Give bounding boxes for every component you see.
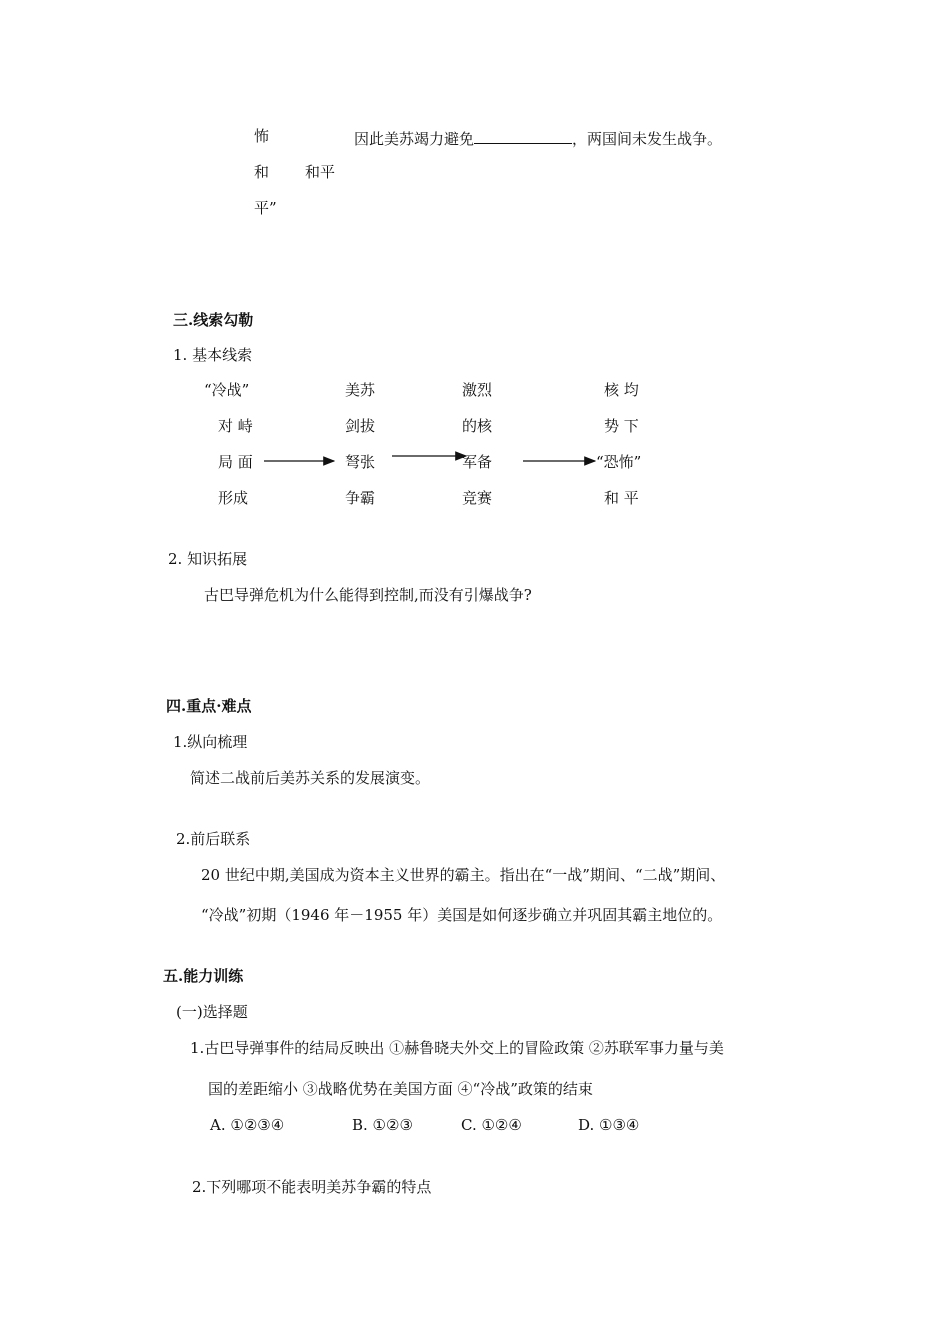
clue-d-1: 核 均	[604, 381, 639, 399]
top-sentence-before: 因此美苏竭力避免	[354, 130, 475, 148]
top-col2: 和平	[305, 163, 336, 181]
clue-b-4: 争霸	[345, 489, 376, 507]
section4-item2-line1: 20 世纪中期,美国成为资本主义世界的霸主。指出在“一战”期间、“二战”期间、	[201, 866, 726, 884]
section3-question: 古巴导弹危机为什么能得到控制,而没有引爆战争?	[204, 586, 532, 604]
clue-a-1: “冷战”	[204, 381, 250, 399]
clue-d-2: 势 下	[604, 417, 639, 435]
clue-a-2: 对 峙	[218, 417, 253, 435]
q1-option-b[interactable]: B. ①②③	[352, 1116, 413, 1134]
section3-item2: 2. 知识拓展	[168, 550, 248, 568]
clue-c-3: 军备	[462, 453, 493, 471]
clue-d-4: 和 平	[604, 489, 639, 507]
section3-item1: 1. 基本线索	[173, 346, 253, 364]
clue-b-2: 剑拔	[345, 417, 376, 435]
section4-heading: 四.重点·难点	[166, 697, 252, 715]
section4-item1: 1.纵向梳理	[173, 733, 248, 751]
q2: 2.下列哪项不能表明美苏争霸的特点	[192, 1178, 432, 1196]
top-sentence-after: ，两国间未发生战争。	[572, 130, 723, 148]
clue-a-3: 局 面	[218, 453, 253, 471]
clue-c-2: 的核	[462, 417, 493, 435]
q1-line1: 1.古巴导弹事件的结局反映出 ①赫鲁晓夫外交上的冒险政策 ②苏联军事力量与美	[190, 1039, 724, 1057]
section4-item2-line2: “冷战”初期（1946 年－1955 年）美国是如何逐步确立并巩固其霸主地位的。	[201, 906, 723, 924]
q1-option-d[interactable]: D. ①③④	[578, 1116, 640, 1134]
clue-c-4: 竞赛	[462, 489, 493, 507]
section5-sub: (一)选择题	[176, 1003, 248, 1021]
clue-b-1: 美苏	[345, 381, 376, 399]
section3-heading: 三.线索勾勒	[173, 311, 254, 329]
section4-item1-text: 简述二战前后美苏关系的发展演变。	[190, 769, 431, 787]
top-col1-line1: 怖	[254, 127, 270, 145]
q1-line2: 国的差距缩小 ③战略优势在美国方面 ④“冷战”政策的结束	[208, 1080, 593, 1098]
clue-d-3: “恐怖”	[596, 453, 642, 471]
clue-b-3: 弩张	[345, 453, 376, 471]
section5-heading: 五.能力训练	[163, 967, 244, 985]
clue-a-4: 形成	[218, 489, 249, 507]
top-col1-line2: 和	[254, 163, 270, 181]
top-col1-line3: 平”	[254, 199, 277, 217]
clue-c-1: 激烈	[462, 381, 493, 399]
q1-option-c[interactable]: C. ①②④	[461, 1116, 522, 1134]
section4-item2: 2.前后联系	[176, 830, 251, 848]
q1-option-a[interactable]: A. ①②③④	[210, 1116, 285, 1134]
